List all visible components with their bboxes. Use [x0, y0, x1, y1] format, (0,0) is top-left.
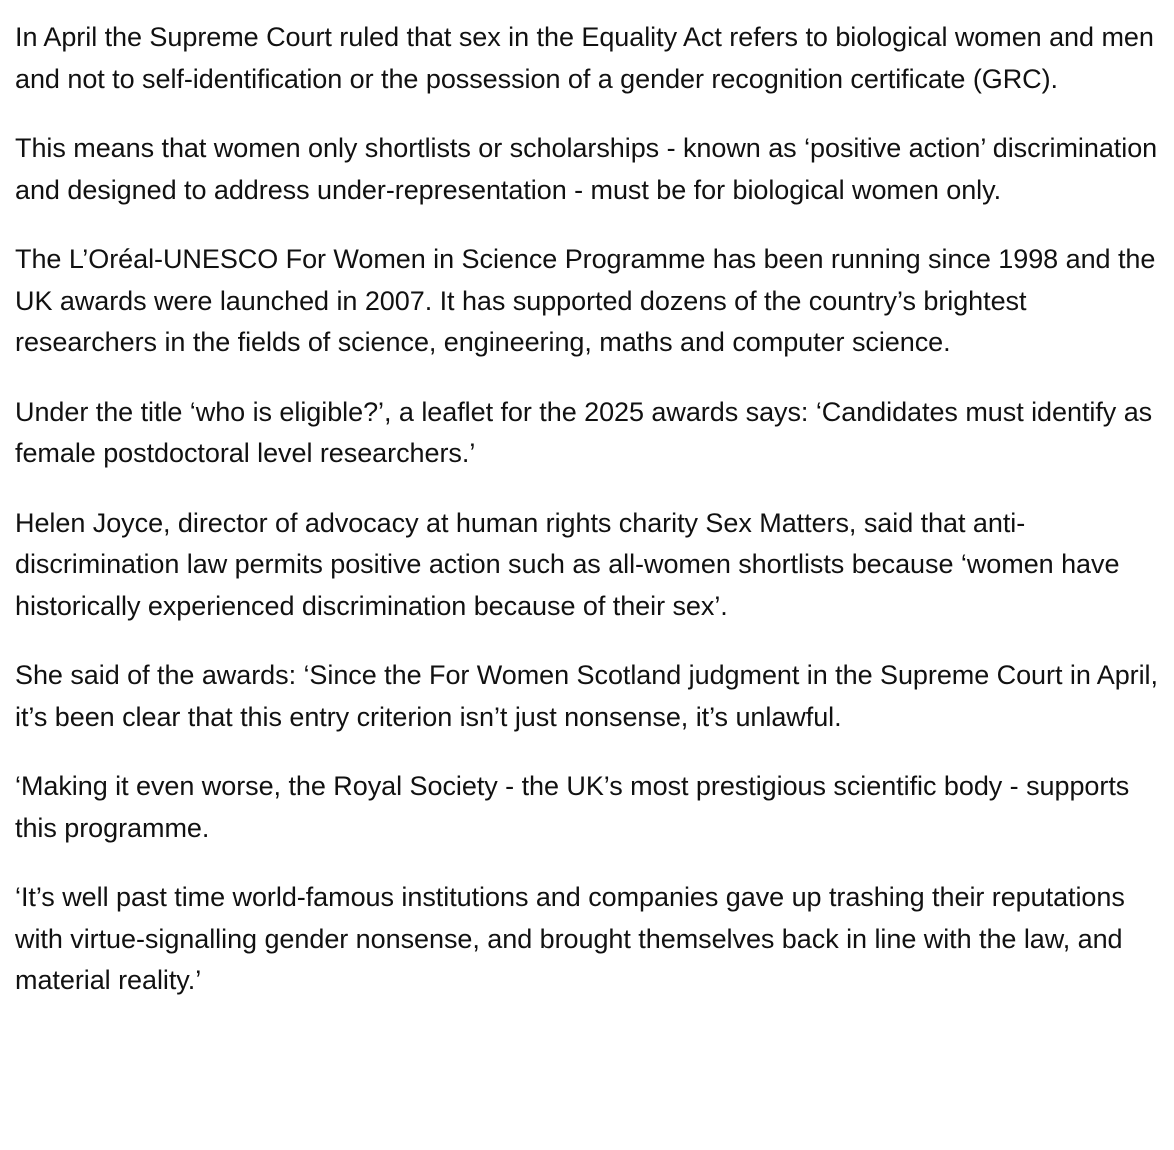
paragraph-eligibility: Under the title ‘who is eligible?’, a leaflet for the 2025 awards says: ‘Candidates must identify as female postdoctoral level researchers.’ [15, 396, 1153, 468]
paragraph-awards-quote: She said of the awards: ‘Since the For Women Scotland judgment in the Supreme Court in April, it’s been clear that this entry criterion isn’t just nonsense, it’s unlawful. [15, 660, 1158, 732]
article-body [15, 17, 1163, 1002]
paragraph-royal-society: ‘Making it even worse, the Royal Society - the UK’s most prestigious scientific body - supports this programme. [15, 771, 1130, 843]
paragraph-positive-action: This means that women only shortlists or scholarships - known as ‘positive action’ discrimination and designed to address under-representation - must be for biological women only. [15, 133, 1158, 205]
paragraph-helen-joyce: Helen Joyce, director of advocacy at human rights charity Sex Matters, said that anti-discrimination law permits positive action such as all-women shortlists because ‘women have historically experienced discrimination because of their sex’. [15, 507, 1120, 621]
paragraph-programme-history: The L’Oréal-UNESCO For Women in Science Programme has been running since 1998 and the UK awards were launched in 2007. It has supported dozens of the country’s brightest researchers in the fields of science, engineering, maths and computer science. [15, 244, 1156, 357]
paragraph-supreme-court-ruling: In April the Supreme Court ruled that sex in the Equality Act refers to biological women and men and not to self-identification or the possession of a gender recognition certificate (GRC). [15, 22, 1154, 94]
paragraph-closing-quote: ‘It’s well past time world-famous institutions and companies gave up trashing their reputations with virtue-signalling gender nonsense, and brought themselves back in line with the law, and material reality.’ [15, 882, 1125, 995]
